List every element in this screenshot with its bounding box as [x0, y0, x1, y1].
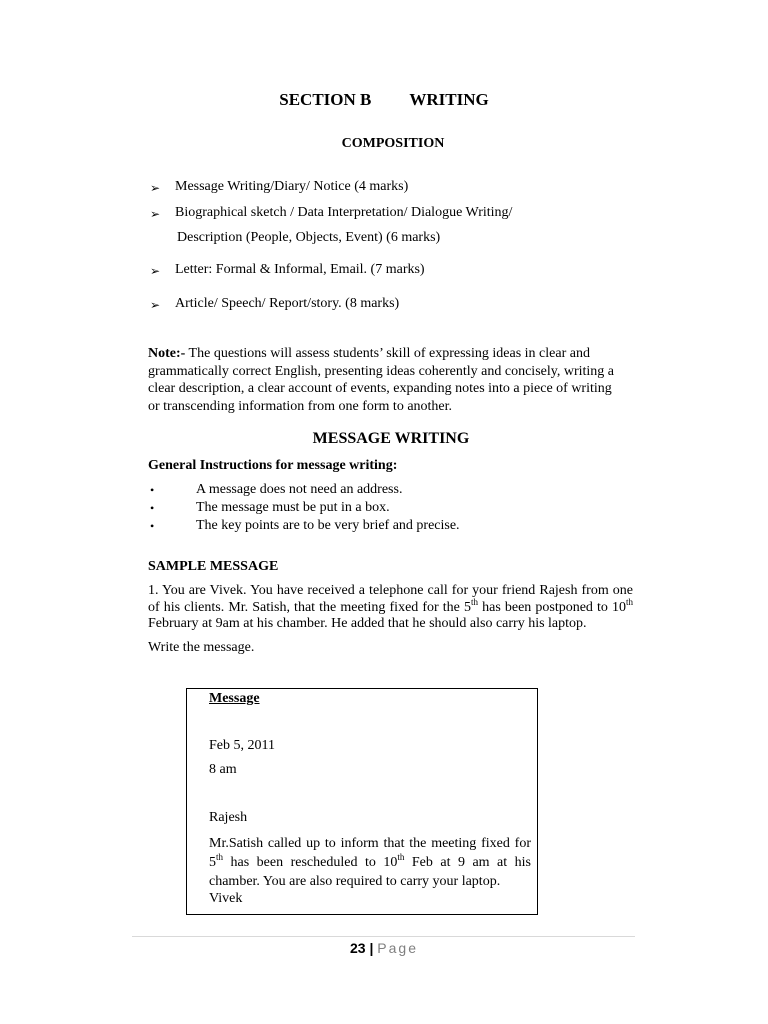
sample-message-title: SAMPLE MESSAGE	[148, 559, 279, 574]
message-writing-heading: MESSAGE WRITING	[312, 430, 470, 447]
list-item: Article/ Speech/ Report/story. (8 marks)	[175, 296, 400, 311]
page-word: Page	[377, 940, 418, 956]
page-footer	[0, 940, 768, 956]
composition-heading: COMPOSITION	[341, 136, 445, 151]
page-number: 23	[350, 940, 366, 956]
arrow-bullet-icon: ➢	[150, 298, 161, 312]
bullet-dot-icon: •	[150, 483, 155, 497]
list-item: Biographical sketch / Data Interpretation/ Dialogue Writing/	[175, 205, 513, 220]
section-name: WRITING	[409, 90, 489, 109]
note-label: Note:-	[148, 346, 186, 361]
write-instruction: Write the message.	[148, 640, 255, 655]
bullet-dot-icon: •	[150, 501, 155, 515]
section-label: SECTION B	[279, 90, 372, 109]
message-body: Mr.Satish called up to inform that the meeting fixed for 5th has been rescheduled to 10th Feb at 9 am at his chamber. You are also required to carry your laptop.	[209, 836, 531, 889]
arrow-bullet-icon: ➢	[150, 264, 161, 278]
note-text: The questions will assess students’ skill of expressing ideas in clear and grammatically correct English, presenting ideas coherently and concisely, writing a clear description, a clear account of events, expanding notes into a piece of writing or transcending information from one form to another.	[148, 346, 614, 414]
sample-question: 1. You are Vivek. You have received a telephone call for your friend Rajesh from one of his clients. Mr. Satish, that the meeting fixed for the 5th has been postponed to 10th February at 9am at his chamber. He added that he should also carry his laptop.	[148, 583, 634, 631]
instructions-title: General Instructions for message writing:	[148, 458, 398, 473]
message-date: Feb 5, 2011	[209, 738, 275, 753]
instruction-item: The message must be put in a box.	[196, 500, 390, 515]
list-item-continuation: Description (People, Objects, Event) (6 marks)	[177, 230, 441, 245]
section-title	[0, 90, 768, 110]
message-box-title: Message	[209, 691, 260, 706]
message-time: 8 am	[209, 762, 237, 777]
message-sender: Vivek	[209, 891, 243, 906]
note-paragraph	[148, 345, 626, 415]
arrow-bullet-icon: ➢	[150, 181, 161, 195]
footer-separator: |	[369, 940, 374, 956]
message-box	[186, 688, 538, 915]
list-item: Message Writing/Diary/ Notice (4 marks)	[175, 179, 409, 194]
instruction-item: A message does not need an address.	[196, 482, 403, 497]
footer-divider	[132, 936, 635, 937]
bullet-dot-icon: •	[150, 519, 155, 533]
arrow-bullet-icon: ➢	[150, 207, 161, 221]
list-item: Letter: Formal & Informal, Email. (7 marks)	[175, 262, 425, 277]
instruction-item: The key points are to be very brief and precise.	[196, 518, 460, 533]
message-recipient: Rajesh	[209, 810, 248, 825]
